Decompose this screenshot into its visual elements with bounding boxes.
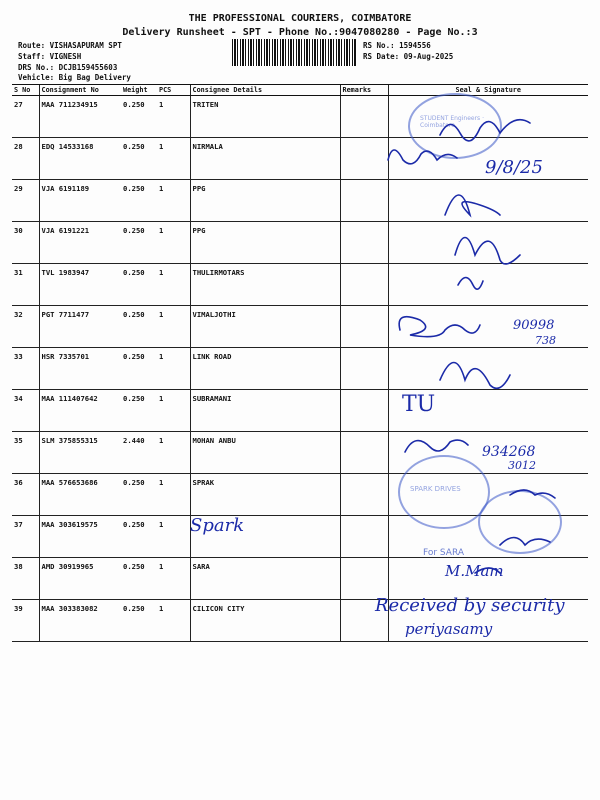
signature-row33 bbox=[440, 363, 510, 389]
cell-weight: 0.250 bbox=[121, 600, 157, 642]
cell-consignee: LINK ROAD bbox=[190, 348, 340, 390]
cell-sno: 39 bbox=[12, 600, 39, 642]
cell-consignee: TRITEN bbox=[190, 96, 340, 138]
periyasamy-handwriting: periyasamy bbox=[405, 620, 493, 638]
cell-pcs: 1 bbox=[157, 348, 190, 390]
column-header-pcs: PCS bbox=[157, 85, 190, 96]
cell-consignee: SUBRAMANI bbox=[190, 390, 340, 432]
column-header-consignee: Consignee Details bbox=[190, 85, 340, 96]
column-header-sno: S No bbox=[12, 85, 39, 96]
m-name-handwriting: M.Mam bbox=[445, 562, 504, 580]
cell-sno: 36 bbox=[12, 474, 39, 516]
cell-consignee: CILICON CITY bbox=[190, 600, 340, 642]
row32-number-handwriting: 90998 bbox=[513, 318, 555, 333]
cell-consignee: MOHAN ANBU bbox=[190, 432, 340, 474]
cell-sno: 34 bbox=[12, 390, 39, 432]
signature-row32 bbox=[399, 317, 480, 337]
cell-weight: 0.250 bbox=[121, 516, 157, 558]
cell-consignee: PPG bbox=[190, 222, 340, 264]
signature-row35 bbox=[405, 440, 468, 452]
cell-pcs: 1 bbox=[157, 138, 190, 180]
row32-suffix-handwriting: 738 bbox=[535, 334, 556, 347]
cell-pcs: 1 bbox=[157, 600, 190, 642]
cell-weight: 0.250 bbox=[121, 348, 157, 390]
cell-pcs: 1 bbox=[157, 432, 190, 474]
cell-weight: 0.250 bbox=[121, 558, 157, 600]
cell-consignment-no: MAA 111407642 bbox=[39, 390, 121, 432]
cell-sno: 37 bbox=[12, 516, 39, 558]
cell-weight: 0.250 bbox=[121, 390, 157, 432]
cell-consignment-no: AMD 30919965 bbox=[39, 558, 121, 600]
cell-sno: 30 bbox=[12, 222, 39, 264]
cell-pcs: 1 bbox=[157, 558, 190, 600]
cell-consignment-no: MAA 576653686 bbox=[39, 474, 121, 516]
tu-handwriting: TU bbox=[402, 392, 436, 417]
cell-consignee: THULIRMOTARS bbox=[190, 264, 340, 306]
cell-weight: 2.440 bbox=[121, 432, 157, 474]
cell-consignee: SARA bbox=[190, 558, 340, 600]
cell-consignment-no: VJA 6191189 bbox=[39, 180, 121, 222]
cell-consignment-no: HSR 7335701 bbox=[39, 348, 121, 390]
cell-pcs: 1 bbox=[157, 96, 190, 138]
runsheet-subtitle: Delivery Runsheet - SPT - Phone No.:9047080280 - Page No.:3 bbox=[122, 27, 478, 38]
staff-info: Staff: VIGNESH bbox=[18, 52, 82, 61]
signature-row30 bbox=[455, 238, 520, 265]
column-header-remarks: Remarks bbox=[340, 85, 388, 96]
cell-weight: 0.250 bbox=[121, 222, 157, 264]
column-header-weight: Weight bbox=[121, 85, 157, 96]
cell-pcs: 1 bbox=[157, 474, 190, 516]
cell-weight: 0.250 bbox=[121, 306, 157, 348]
received-by-security-handwriting: Received by security bbox=[375, 595, 565, 616]
cell-consignee: SPRAK bbox=[190, 474, 340, 516]
cell-pcs: 1 bbox=[157, 390, 190, 432]
signature-row27 bbox=[440, 120, 530, 141]
signature-row29 bbox=[445, 195, 500, 215]
rs-date: RS Date: 09-Aug-2025 bbox=[363, 52, 454, 61]
cell-consignment-no: TVL 1983947 bbox=[39, 264, 121, 306]
cell-sno: 32 bbox=[12, 306, 39, 348]
date-handwriting: 9/8/25 bbox=[485, 157, 543, 178]
cell-pcs: 1 bbox=[157, 306, 190, 348]
cell-sno: 31 bbox=[12, 264, 39, 306]
row35-number-handwriting: 934268 bbox=[482, 444, 536, 460]
cell-pcs: 1 bbox=[157, 264, 190, 306]
row35-suffix-handwriting: 3012 bbox=[508, 459, 536, 472]
for-sara-stamp: For SARA bbox=[423, 548, 465, 558]
signature-row28 bbox=[388, 150, 457, 164]
cell-consignment-no: MAA 303383082 bbox=[39, 600, 121, 642]
rs-number: RS No.: 1594556 bbox=[363, 41, 431, 50]
cell-consignment-no: PGT 7711477 bbox=[39, 306, 121, 348]
vehicle-info: Vehicle: Big Bag Delivery bbox=[18, 73, 131, 82]
cell-consignee: VIMALJOTHI bbox=[190, 306, 340, 348]
cell-sno: 33 bbox=[12, 348, 39, 390]
cell-weight: 0.250 bbox=[121, 180, 157, 222]
cell-consignment-no: MAA 711234915 bbox=[39, 96, 121, 138]
cell-sno: 35 bbox=[12, 432, 39, 474]
cell-sno: 29 bbox=[12, 180, 39, 222]
cell-pcs: 1 bbox=[157, 516, 190, 558]
cell-weight: 0.250 bbox=[121, 264, 157, 306]
cell-consignment-no: VJA 6191221 bbox=[39, 222, 121, 264]
cell-pcs: 1 bbox=[157, 180, 190, 222]
cell-consignee: PPG bbox=[190, 180, 340, 222]
cell-consignee: NIRMALA bbox=[190, 138, 340, 180]
cell-sno: 38 bbox=[12, 558, 39, 600]
cell-consignment-no: SLM 375855315 bbox=[39, 432, 121, 474]
company-title: THE PROFESSIONAL COURIERS, COIMBATORE bbox=[188, 13, 412, 24]
cell-consignment-no: EDQ 14533168 bbox=[39, 138, 121, 180]
column-header-signature: Seal & Signature bbox=[388, 85, 588, 96]
route-info: Route: VISHASAPURAM SPT bbox=[18, 41, 122, 50]
cell-sno: 27 bbox=[12, 96, 39, 138]
cell-pcs: 1 bbox=[157, 222, 190, 264]
signature-row31 bbox=[458, 278, 483, 290]
column-header-consignment: Consignment No bbox=[39, 85, 121, 96]
cell-weight: 0.250 bbox=[121, 96, 157, 138]
cell-sno: 28 bbox=[12, 138, 39, 180]
student-engineers-seal: STUDENT Engineers · Coimbatore bbox=[408, 93, 502, 159]
spark-handwriting: Spark bbox=[190, 515, 245, 536]
spark-drives-seal-left: SPARK DRIVES bbox=[398, 455, 490, 529]
signature-row36 bbox=[510, 490, 555, 498]
drs-number: DRS No.: DCJB159455603 bbox=[18, 63, 118, 72]
signature-row37 bbox=[500, 538, 550, 546]
cell-weight: 0.250 bbox=[121, 474, 157, 516]
cell-consignment-no: MAA 303619575 bbox=[39, 516, 121, 558]
cell-weight: 0.250 bbox=[121, 138, 157, 180]
